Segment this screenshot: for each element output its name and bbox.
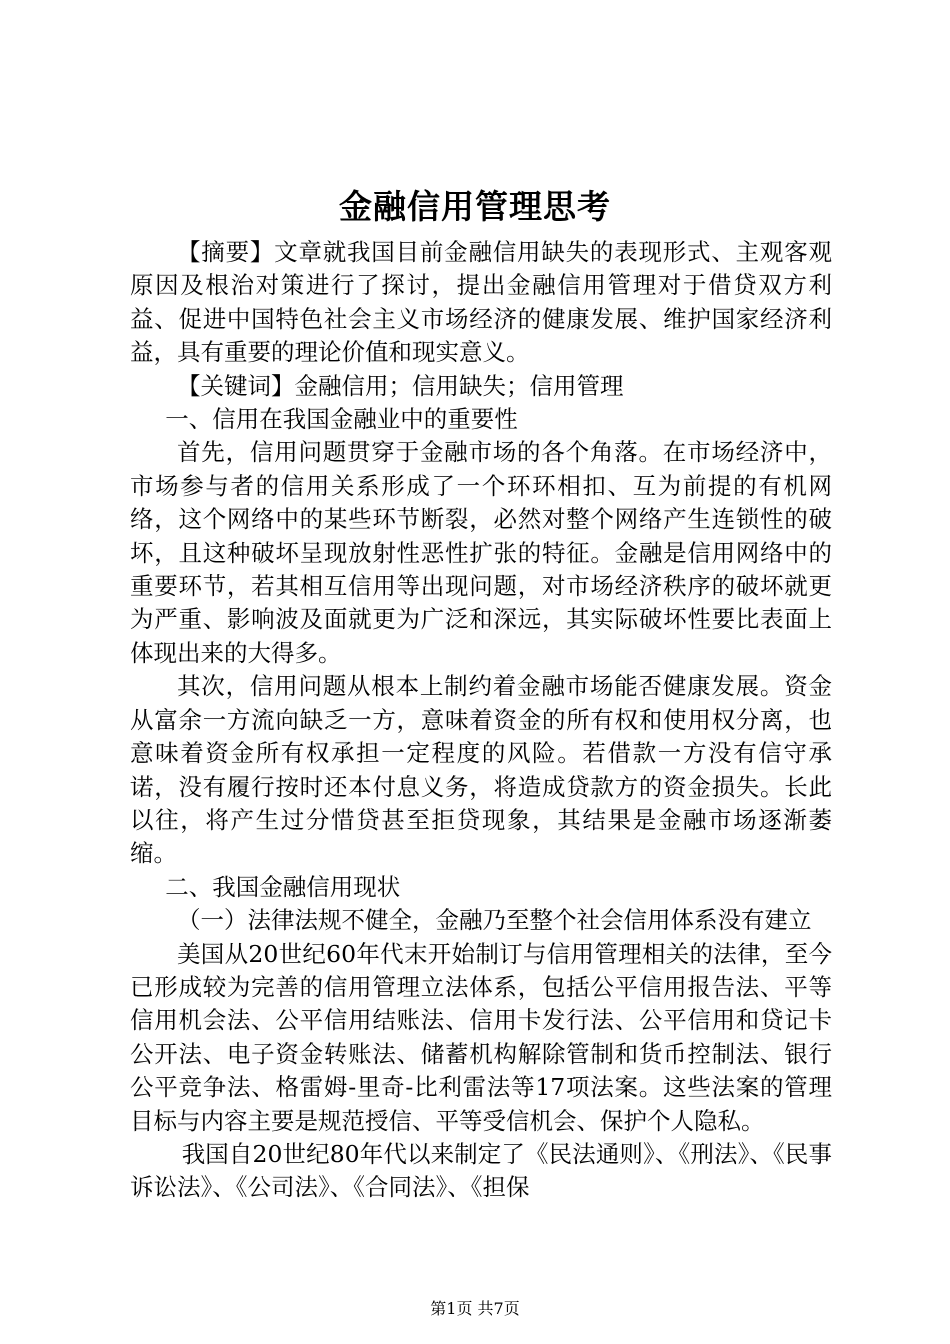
section-heading-1: 一、信用在我国金融业中的重要性 (165, 405, 518, 434)
body-paragraph: 其次，信用问题从根本上制约着金融市场能否健康发展。资金从富余一方流向缺乏一方，意味着资金的所有权和使用权分离，也意味着资金所有权承担一定程度的风险。若借款一方没有信守承诺，没有履行按时还本付息义务，将造成贷款方的资金损失。长此以往，将产生过分惜贷甚至拒贷现象，其结果是金融市场逐渐萎缩。 (130, 672, 832, 868)
abstract-paragraph: 【摘要】文章就我国目前金融信用缺失的表现形式、主观客观原因及根治对策进行了探讨，提出金融信用管理对于借贷双方利益、促进中国特色社会主义市场经济的健康发展、维护国家经济利益，具有重要的理论价值和现实意义。 (130, 238, 832, 367)
page-number-footer: 第1页 共7页 (430, 1299, 520, 1318)
section-heading-2: 二、我国金融信用现状 (165, 872, 401, 901)
body-paragraph: 首先，信用问题贯穿于金融市场的各个角落。在市场经济中，市场参与者的信用关系形成了一个环环相扣、互为前提的有机网络，这个网络中的某些环节断裂，必然对整个网络产生连锁性的破坏，且这种破坏呈现放射性恶性扩张的特征。金融是信用网络中的重要环节，若其相互信用等出现问题，对市场经济秩序的破坏就更为严重、影响波及面就更为广泛和深远，其实际破坏性要比表面上体现出来的大得多。 (130, 438, 832, 667)
document-body (130, 236, 832, 1205)
body-paragraph: 我国自20世纪80年代以来制定了《民法通则》、《刑法》、《民事诉讼法》、《公司法》、《合同法》、《担保 (130, 1139, 832, 1202)
body-paragraph: 美国从20世纪60年代末开始制订与信用管理相关的法律，至今已形成较为完善的信用管理立法体系，包括公平信用报告法、平等信用机会法、公平信用结账法、信用卡发行法、公平信用和贷记卡公开法、电子资金转账法、储蓄机构解除管制和货币控制法、银行公平竞争法、格雷姆-里奇-比利雷法等17项法案。这些法案的管理目标与内容主要是规范授信、平等受信机会、保护个人隐私。 (130, 939, 832, 1135)
keywords-paragraph: 【关键词】金融信用；信用缺失；信用管理 (177, 371, 624, 400)
subsection-heading-1: （一）法律法规不健全，金融乃至整个社会信用体系没有建立 (177, 906, 812, 935)
page-title: 金融信用管理思考 (339, 187, 611, 226)
